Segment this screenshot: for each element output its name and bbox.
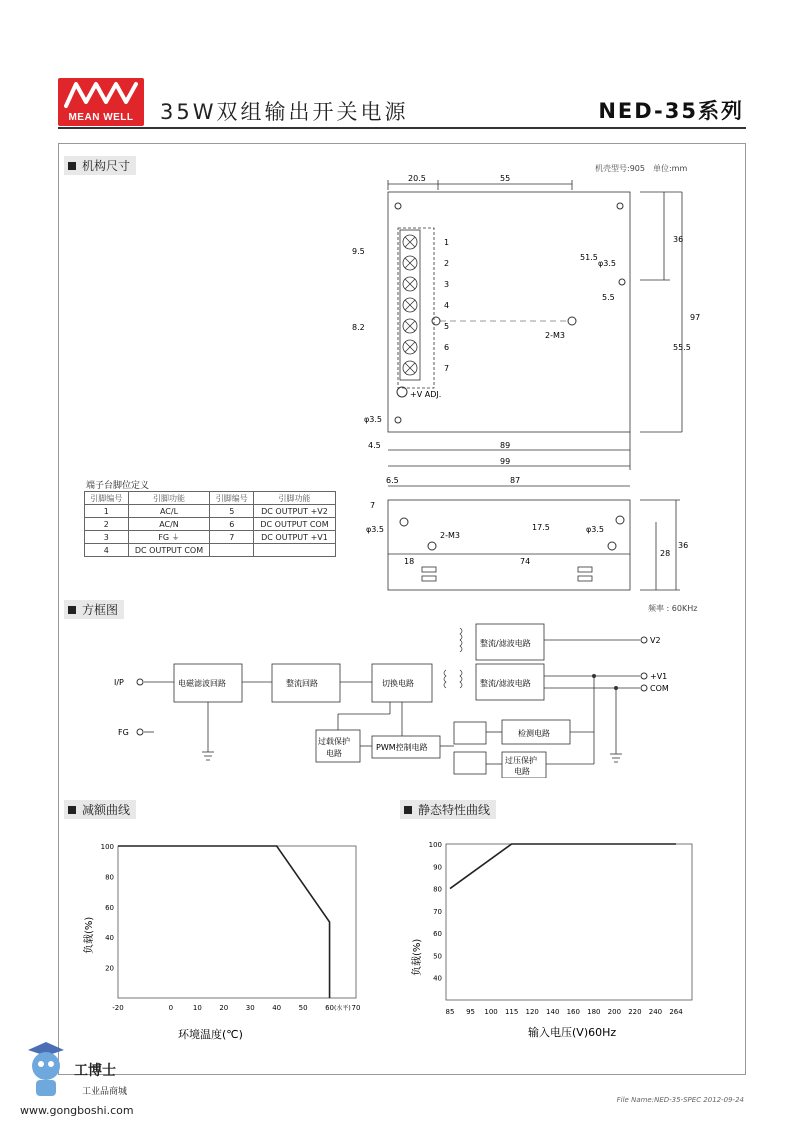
pin-header-1: 引脚编号 [85, 492, 129, 505]
x-tick-label: 180 [587, 1008, 601, 1016]
pin-header-2: 引脚功能 [128, 492, 210, 505]
ovp-block-line2: 电路 [514, 767, 530, 776]
pin-header-3: 引脚编号 [210, 492, 254, 505]
gbs-sub: 工业品商城 [82, 1087, 128, 1097]
x-tick-label: 50 [298, 1004, 308, 1012]
hole-label-m3: 2-M3 [545, 331, 565, 340]
gbs-brand: 工博士 [74, 1063, 116, 1079]
dim-99: 99 [500, 457, 511, 466]
terminal-number: 2 [444, 259, 450, 268]
mw-logo-icon [58, 78, 144, 112]
table-cell: AC/N [128, 518, 210, 531]
dim-97: 97 [690, 313, 701, 322]
y-tick-label: 40 [105, 934, 114, 943]
dim-4-5: 4.5 [368, 441, 381, 450]
x-tick-label: -20 [112, 1004, 124, 1012]
hole-label-left: φ3.5 [364, 415, 382, 424]
emi-filter-block: 电磁滤波回路 [178, 679, 226, 688]
dim-89: 89 [500, 441, 511, 450]
static-ylabel: 负载(%) [412, 938, 423, 976]
static-curve [450, 844, 676, 889]
table-row [85, 544, 336, 557]
v1-label: +V1 [650, 672, 668, 681]
dim-5-5: 5.5 [602, 293, 615, 302]
table-cell: 3 [85, 531, 129, 544]
switch-block: 切换电路 [382, 679, 414, 688]
x-tick-label: 95 [466, 1008, 476, 1016]
dim-55-5: 55.5 [673, 343, 691, 352]
y-tick-label: 50 [433, 952, 442, 961]
table-cell: DC OUTPUT COM [128, 544, 210, 557]
terminal-screw-icon [403, 340, 417, 354]
table-cell: DC OUTPUT +V1 [254, 531, 336, 544]
x-tick-label: 85 [445, 1008, 455, 1016]
top-view-drawing [340, 170, 720, 470]
x-tick-label: 220 [628, 1008, 642, 1016]
side-dim-7: 7 [370, 501, 376, 510]
derating-x-unit: (水平) [334, 1005, 351, 1012]
transformer-icon [444, 628, 462, 688]
side-dim-74: 74 [520, 557, 531, 566]
rect-filter-v1-block: 整流/滤波电路 [480, 679, 531, 688]
x-tick-label: 0 [168, 1004, 174, 1012]
terminal-screw-icon [403, 361, 417, 375]
hole-label-right: φ3.5 [598, 259, 616, 268]
y-tick-label: 60 [433, 930, 442, 939]
terminal-number: 5 [444, 322, 450, 331]
terminal-number: 7 [444, 364, 450, 373]
side-view-drawing [360, 472, 690, 597]
derating-ylabel: 负载(%) [84, 916, 95, 954]
x-tick-label: 100 [484, 1008, 498, 1016]
side-hole-right: φ3.5 [586, 525, 604, 534]
x-tick-label: 40 [272, 1004, 282, 1012]
table-row [85, 518, 336, 531]
y-tick-label: 20 [105, 964, 114, 973]
fg-label: FG [118, 728, 129, 737]
x-tick-label: 30 [245, 1004, 255, 1012]
x-tick-label: 115 [504, 1008, 519, 1016]
x-tick-label: 70 [351, 1004, 361, 1012]
y-tick-label: 100 [100, 843, 114, 851]
side-hole-left: φ3.5 [366, 525, 384, 534]
x-tick-label: 240 [648, 1008, 663, 1016]
block-diagram-section-title: 方框图 [64, 600, 124, 619]
table-cell: 5 [210, 505, 254, 518]
terminal-screw-icon [403, 298, 417, 312]
x-tick-label: 160 [566, 1008, 580, 1016]
terminal-number: 4 [444, 301, 450, 310]
terminal-screw-icon [403, 256, 417, 270]
ovp-block-line1: 过压保护 [505, 756, 537, 765]
pin-table [84, 491, 336, 557]
brand-text: MEAN WELL [68, 112, 134, 123]
block-diagram [100, 618, 700, 778]
x-tick-label: 140 [546, 1008, 560, 1016]
mean-well-logo [58, 78, 144, 126]
terminal-number: 6 [444, 343, 450, 352]
y-tick-label: 60 [105, 903, 114, 912]
static-xlabel: 输入电压(V)60Hz [528, 1026, 617, 1039]
y-tick-label: 40 [433, 974, 442, 983]
detect-block: 检测电路 [518, 729, 550, 738]
table-row [85, 505, 336, 518]
table-cell: 6 [210, 518, 254, 531]
frequency-label: 频率 : 60KHz [648, 604, 698, 613]
dim-8-2: 8.2 [352, 323, 365, 332]
static-chart [404, 836, 704, 1046]
derating-chart [76, 836, 386, 1046]
pwm-block: PWM控制电路 [376, 743, 428, 752]
x-tick-label: 200 [607, 1008, 622, 1016]
ip-label: I/P [114, 678, 124, 687]
robot-mascot-icon [20, 1040, 72, 1102]
y-tick-label: 100 [428, 841, 442, 849]
x-tick-label: 20 [219, 1004, 229, 1012]
y-tick-label: 90 [433, 863, 442, 872]
dim-51-5: 51.5 [580, 253, 598, 262]
side-dim-18: 18 [404, 557, 415, 566]
static-section-title: 静态特性曲线 [400, 800, 496, 819]
terminal-screw-icon [403, 235, 417, 249]
side-hole-m3: 2-M3 [440, 531, 460, 540]
dim-20-5: 20.5 [408, 174, 426, 183]
derating-xlabel: 环境温度(℃) [178, 1028, 243, 1041]
table-cell: DC OUTPUT +V2 [254, 505, 336, 518]
vadj-label: +V ADJ. [410, 390, 442, 399]
dim-36: 36 [673, 235, 684, 244]
y-tick-label: 80 [105, 873, 114, 882]
case-info: 机壳型号:905 单位:mm [595, 164, 688, 173]
table-cell: 1 [85, 505, 129, 518]
side-dim-28: 28 [660, 549, 671, 558]
gbs-url: www.gongboshi.com [20, 1104, 134, 1117]
y-tick-label: 70 [433, 907, 442, 916]
table-cell: FG ⏚ [128, 531, 210, 544]
table-cell: DC OUTPUT COM [254, 518, 336, 531]
file-name: File Name:NED-35-SPEC 2012-09-24 [616, 1096, 744, 1104]
table-cell [210, 544, 254, 557]
table-cell: AC/L [128, 505, 210, 518]
table-cell: 7 [210, 531, 254, 544]
v2-label: V2 [650, 636, 661, 645]
ground-icon [202, 752, 622, 762]
terminal-screw-icon [403, 277, 417, 291]
terminal-screw-icon [403, 319, 417, 333]
rectifier-block: 整流回路 [286, 679, 318, 688]
pin-header-4: 引脚功能 [254, 492, 336, 505]
x-tick-label: 60 [325, 1004, 335, 1012]
dim-9-5: 9.5 [352, 247, 365, 256]
overload-block-line2: 电路 [326, 749, 342, 758]
com-label: COM [650, 684, 669, 693]
y-tick-label: 80 [433, 885, 442, 894]
terminal-number: 3 [444, 280, 450, 289]
mechanical-section-title: 机构尺寸 [64, 156, 136, 175]
table-cell [254, 544, 336, 557]
dim-55: 55 [500, 174, 511, 183]
x-tick-label: 264 [669, 1008, 683, 1016]
rect-filter-v2-block: 整流/滤波电路 [480, 639, 531, 648]
derating-section-title: 减额曲线 [64, 800, 136, 819]
table-cell: 2 [85, 518, 129, 531]
gongboshi-watermark [20, 1040, 160, 1120]
side-dim-87: 87 [510, 476, 521, 485]
x-tick-label: 10 [192, 1004, 202, 1012]
table-row [85, 531, 336, 544]
header-rule [58, 127, 746, 129]
side-dim-6-5: 6.5 [386, 476, 399, 485]
pin-table-caption: 端子台脚位定义 [86, 481, 150, 491]
side-dim-36: 36 [678, 541, 689, 550]
page-title: 35W双组输出开关电源 [160, 100, 409, 124]
derating-curve [118, 846, 330, 998]
table-cell: 4 [85, 544, 129, 557]
terminal-number: 1 [444, 238, 450, 247]
x-tick-label: 120 [525, 1008, 539, 1016]
overload-block-line1: 过载保护 [318, 737, 350, 746]
series-title: NED-35系列 [598, 99, 744, 123]
side-dim-17-5: 17.5 [532, 523, 550, 532]
